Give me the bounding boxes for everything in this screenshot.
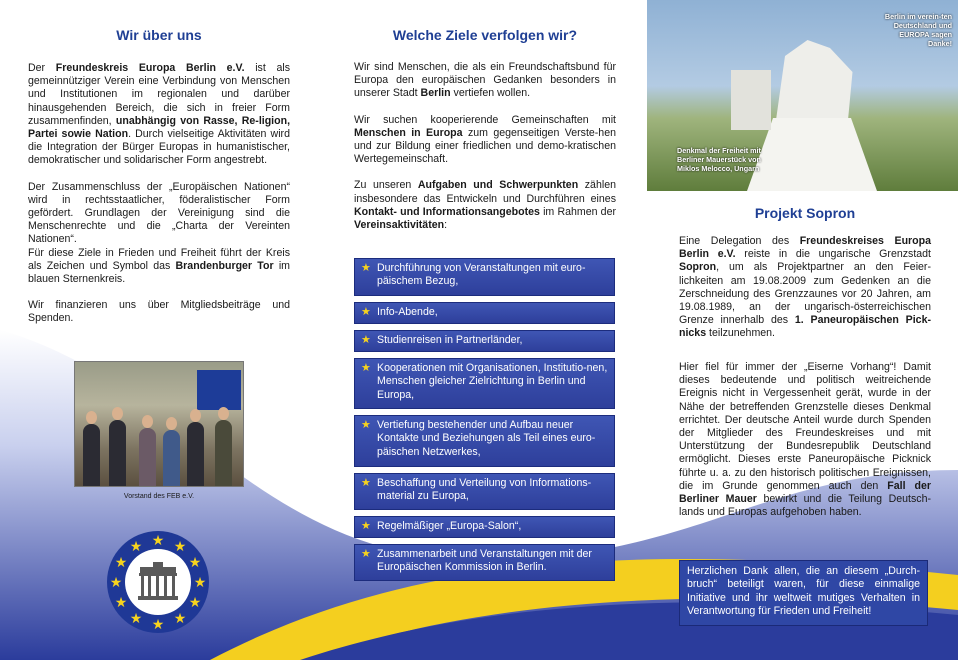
brandenburg-gate-star-circle-logo [106, 530, 210, 634]
task-item: ★ Info-Abende, [354, 302, 615, 324]
board-group-photo [74, 361, 244, 487]
board-photo-caption: Vorstand des FEB e.V. [123, 493, 195, 500]
svg-text:★: ★ [193, 575, 207, 591]
star-icon: ★ [361, 419, 371, 431]
svg-text:★: ★ [114, 555, 128, 571]
eu-flag-in-photo [197, 370, 241, 410]
column-about-us [28, 0, 290, 326]
svg-text:★: ★ [188, 555, 202, 571]
task-item: ★ Studienreisen in Partnerländer, [354, 330, 615, 352]
svg-text:★: ★ [114, 595, 128, 611]
star-icon: ★ [361, 334, 371, 346]
goals-paragraph-2: Wir suchen kooperierende Gemeinschaften mit Menschen in Europa zum gegenseitigen Verste-hen und zur Bildung einer friedlichen und demo-kratischen Wertegemeinschaft. [354, 113, 616, 166]
monument-photo [647, 0, 958, 191]
monument-caption-bottom: Denkmal der Freiheit mit Berliner Mauerstück von Miklos Melocco, Ungarn [677, 146, 761, 173]
goals-paragraph-1: Wir sind Menschen, die als ein Freundschaftsbund für Europa den europäischen Gedanken besonders in unserer Stadt Berlin vertiefen wollen. [354, 61, 616, 100]
svg-text:★: ★ [173, 539, 187, 555]
tasks-list [354, 258, 615, 587]
star-icon: ★ [361, 548, 371, 560]
star-icon: ★ [361, 362, 371, 374]
star-icon: ★ [361, 306, 371, 318]
task-item: ★ Regelmäßiger „Europa-Salon“, [354, 516, 615, 538]
brandenburg-gate-icon [138, 562, 178, 600]
about-us-paragraph-2: Der Zusammenschluss der „Europäischen Nationen“ wird in rechtsstaatlicher, föderalistischer Form gefördert. Grundlagen der Vereinigung sind die Menschenrechte und die „Charta der Vereinten Nationen“. [28, 180, 290, 246]
svg-text:★: ★ [151, 533, 165, 549]
svg-text:★: ★ [129, 611, 143, 627]
task-item: ★ Kooperationen mit Organisationen, Institutio-nen, Menschen gleicher Zielrichtung in Berlin und Europa, [354, 358, 615, 409]
task-item: ★ Zusammenarbeit und Veranstaltungen mit der Europäischen Kommission in Berlin. [354, 544, 615, 581]
project-sopron-heading: Projekt Sopron [754, 205, 856, 221]
svg-text:★: ★ [109, 575, 123, 591]
about-us-paragraph-1: Der Freundeskreis Europa Berlin e.V. ist als gemeinnütziger Verein eine Verbindung von Menschen und Institutionen im regionalen und darüber hinausgehenden Bereich, die sich in freier Form zusammenfinden, unabhängig von Rasse, Re-ligion, Partei sowie Nation. Durch vielseitige Aktivitäten wird die Integration der Bürger Europas in humanistischer, demokratischer und solidarischer Form angestrebt. [28, 62, 291, 167]
column-goals [354, 0, 616, 232]
task-item: ★ Beschaffung und Verteilung von Informations-material zu Europa, [354, 473, 615, 510]
thanks-box: Herzlichen Dank allen, die an diesem „Durch-bruch“ beteiligt waren, für diese einmalige Initiative und ihr weltweit mutiges Verhalten in Verantwortung für Frieden und Freiheit! [679, 560, 928, 626]
about-us-heading: Wir über uns [116, 27, 202, 43]
project-sopron-paragraph-1: Eine Delegation des Freundeskreises Europa Berlin e.V. reiste in die ungarische Grenzstadt Sopron, um als Projektpartner an den Feier-lichkeiten am 19.08.2009 zum Gedenken an die Zerschneidung des Grenzzaunes vor 20 Jahren, am 19.08.1989, an der ungarisch-österreichischen Grenze innerhalb des 1. Paneuropäischen Pick-nicks teilzunehmen. [679, 235, 931, 340]
svg-text:★: ★ [129, 539, 143, 555]
star-icon: ★ [361, 520, 371, 532]
svg-text:★: ★ [151, 617, 165, 633]
star-icon: ★ [361, 262, 371, 274]
monument-caption-top: Berlin im verein-ten Deutschland und EUROPA sagen Danke! [884, 12, 952, 48]
svg-text:★: ★ [188, 595, 202, 611]
svg-text:★: ★ [173, 611, 187, 627]
project-sopron-paragraph-2: Hier fiel für immer der „Eiserne Vorhang“! Damit dieses bedeutende und politisch weitreichende Ereignis nicht in Vergessenheit gerät, wurde in der Nähe der betreffenden Grenzstelle dieses Denkmal errichtet. Der deutsche Anteil wurde durch Spenden der Mitglieder des Freundeskreises und mit Unterstützung der Bundesrepublik Deutschland ermöglicht. Dieses erste Paneuropäische Picknick führte u. a. zu den historisch politischen Ereignissen, die im Grunde genommen auch den Fall der Berliner Mauer bewirkt und die Teilung Deutsch-lands und Europas aufgehoben haben. [679, 361, 931, 519]
task-item: ★ Durchführung von Veranstaltungen mit euro-päischem Bezug, [354, 258, 615, 296]
goals-heading: Welche Ziele verfolgen wir? [392, 27, 578, 43]
about-us-paragraph-3: Für diese Ziele in Frieden und Freiheit führt der Kreis als Zeichen und Symbol das Brandenburger Tor im blauen Sternenkreis. [28, 246, 290, 286]
about-us-paragraph-4: Wir finanzieren uns über Mitgliedsbeiträge und Spenden. [28, 299, 290, 325]
task-item: ★ Vertiefung bestehender und Aufbau neuer Kontakte und Beziehungen als Teil eines euro-päischen Netzwerkes, [354, 415, 615, 467]
star-icon: ★ [361, 477, 371, 489]
goals-paragraph-3: Zu unseren Aufgaben und Schwerpunkten zählen insbesondere das Entwickeln und Durchführen eines Kontakt- und Informationsangebotes im Rahmen der Vereinsaktivitäten: [354, 179, 616, 232]
